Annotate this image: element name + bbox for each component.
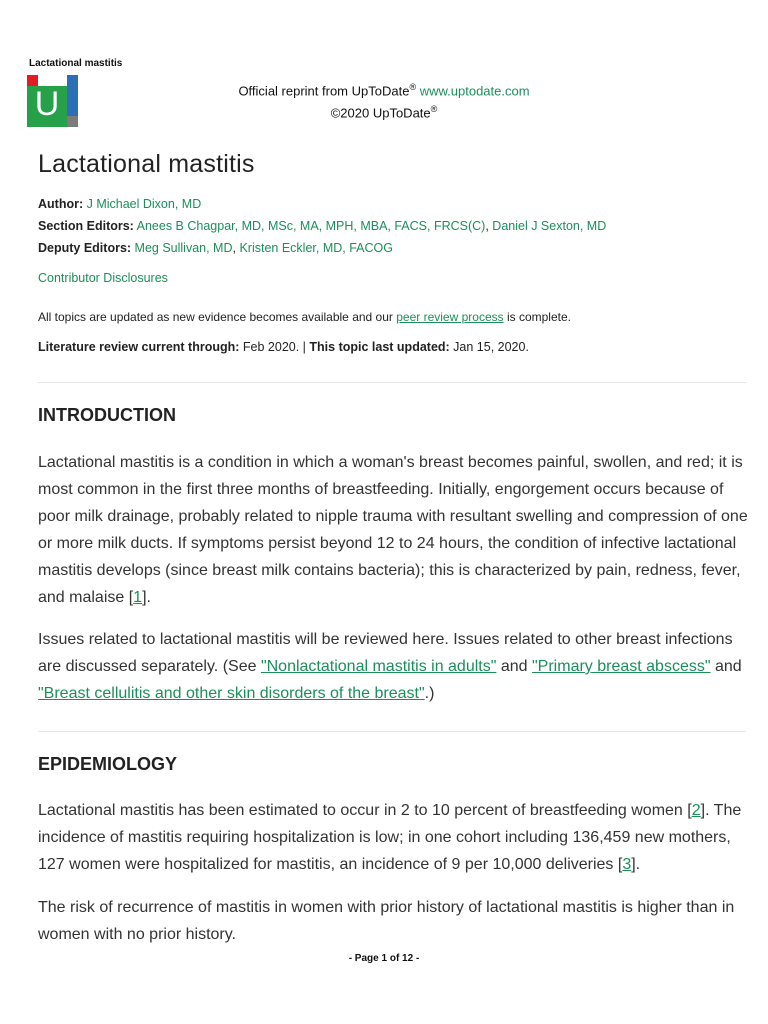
intro-p1-text: Lactational mastitis is a condition in which a woman's breast becomes painful, swollen, and red; it is most common in the first three months of breastfeeding. Initially, engorgement occurs because of poor milk drainage, probably related to nipple trauma with resultant swelling and compression of one or more milk ducts. If symptoms persist beyond 12 to 24 hours, the condition of infective lactational mastitis develops (since breast milk contains bacteria); this is characterized by pain, redness, fever, and malaise [ [38, 454, 748, 606]
deputy-editor-separator: , [232, 241, 240, 255]
page-number: - Page 1 of 12 - [348, 953, 420, 964]
review-dates-line [38, 340, 529, 354]
epidemiology-paragraph-1 [38, 797, 748, 878]
registered-mark: ® [409, 82, 417, 92]
section-editors-label: Section Editors: [38, 219, 134, 233]
logo-letter: U [34, 85, 60, 123]
epi-p1-text: Lactational mastitis has been estimated to occur in 2 to 10 percent of breastfeeding women [ [38, 802, 692, 819]
introduction-paragraph-2 [38, 626, 748, 707]
reprint-prefix: Official reprint from UpToDate [238, 83, 410, 99]
introduction-paragraph-1 [38, 449, 748, 611]
introduction-heading: INTRODUCTION [38, 405, 176, 425]
reprint-notice [0, 78, 768, 123]
intro-p2-and-1: and [496, 658, 532, 675]
section-editor-link-2[interactable]: Daniel J Sexton, MD [492, 219, 607, 233]
section-editor-separator: , [485, 219, 493, 233]
update-text-pre: All topics are updated as new evidence becomes available and our [38, 310, 397, 324]
section-editor-link-1[interactable]: Anees B Chagpar, MD, MSc, MA, MPH, MBA, FACS, FRCS(C) [136, 219, 486, 233]
divider [38, 731, 746, 732]
reference-link-3[interactable]: 3 [622, 856, 632, 873]
contributor-disclosures-line [38, 271, 168, 285]
registered-mark-2: ® [430, 104, 438, 115]
author-link[interactable]: J Michael Dixon, MD [86, 197, 202, 211]
deputy-editor-link-1[interactable]: Meg Sullivan, MD [134, 241, 233, 255]
intro-p2-text: Issues related to lactational mastitis will be reviewed here. Issues related to other breast infections are discussed separately. (See [38, 631, 733, 675]
reference-link-1[interactable]: 1 [133, 589, 143, 606]
author-label: Author: [38, 197, 84, 211]
deputy-editors-label: Deputy Editors: [38, 241, 132, 255]
intro-p1-end: ]. [142, 589, 151, 606]
uptodate-link[interactable]: www.uptodate.com [419, 83, 530, 99]
divider [38, 382, 746, 383]
nonlactational-mastitis-link[interactable]: "Nonlactational mastitis in adults" [260, 658, 497, 675]
deputy-editor-link-2[interactable]: Kristen Eckler, MD, FACOG [239, 241, 393, 255]
page-title: Lactational mastitis [38, 150, 255, 178]
reference-link-2[interactable]: 2 [691, 802, 701, 819]
section-editors-line [38, 219, 606, 233]
epi-p1-mid: ]. The incidence of mastitis requiring hospitalization is low; in one cohort including 136,459 new mothers, 127 women were hospitalized for mastitis, an incidence of 9 per 10,000 deliveries [ [38, 802, 742, 873]
lit-review-label: Literature review current through: [38, 340, 240, 354]
epi-p1-end: ]. [631, 856, 641, 873]
lit-review-value: Feb 2020. | [239, 340, 310, 354]
peer-review-link[interactable]: peer review process [396, 310, 504, 324]
epidemiology-paragraph-2: The risk of recurrence of mastitis in women with prior history of lactational mastitis is higher than in women with no prior history. [38, 899, 735, 943]
primary-breast-abscess-link[interactable]: "Primary breast abscess" [532, 658, 711, 675]
header-doc-title: Lactational mastitis [29, 58, 123, 69]
copyright-text: ©2020 UpToDate [330, 105, 431, 121]
deputy-editors-line [38, 241, 393, 255]
author-line [38, 197, 201, 211]
update-text-post: is complete. [503, 310, 571, 324]
last-updated-value: Jan 15, 2020. [449, 340, 529, 354]
last-updated-label: This topic last updated: [309, 340, 450, 354]
intro-p2-end: .) [424, 685, 435, 702]
intro-p2-and-2: and [710, 658, 742, 675]
update-notice [38, 310, 571, 324]
contributor-disclosures-link[interactable]: Contributor Disclosures [38, 271, 168, 285]
breast-cellulitis-link[interactable]: "Breast cellulitis and other skin disorders of the breast" [38, 685, 425, 702]
epidemiology-heading: EPIDEMIOLOGY [38, 754, 178, 774]
